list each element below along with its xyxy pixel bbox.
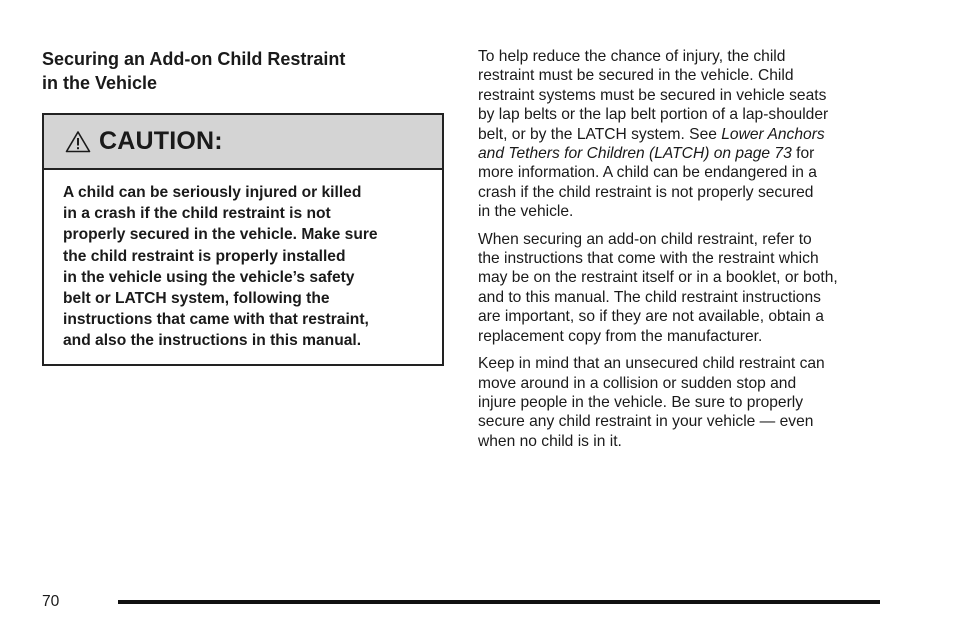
text-segment: belt, or by the LATCH system. See — [478, 125, 722, 143]
text-line: When securing an add-on child restraint, refer to — [478, 230, 812, 248]
text-line: replacement copy from the manufacturer. — [478, 327, 763, 345]
footer-rule — [118, 600, 880, 604]
caution-line: the child restraint is properly installed — [63, 247, 346, 265]
text-line: To help reduce the chance of injury, the child — [478, 48, 786, 65]
caution-text — [44, 170, 442, 352]
section-heading — [42, 47, 432, 95]
text-line: Keep in mind that an unsecured child restraint can — [478, 355, 825, 373]
section-heading-line: Securing an Add-on Child Restraint — [42, 49, 346, 69]
caution-header — [44, 115, 442, 170]
caution-line: instructions that came with that restraint, — [63, 311, 369, 329]
paragraph-unsecured — [478, 354, 888, 451]
text-line: more information. A child can be endangered in a — [478, 164, 817, 182]
text-line: secure any child restraint in your vehicle — even — [478, 413, 814, 431]
warning-triangle-icon — [65, 130, 91, 153]
text-line: restraint must be secured in the vehicle. Child — [478, 67, 794, 85]
text-line: crash if the child restraint is not properly secured — [478, 183, 814, 201]
paragraph-instructions — [478, 230, 888, 346]
text-line — [478, 144, 888, 163]
body-text-column — [478, 47, 888, 459]
caution-line: belt or LATCH system, following the — [63, 290, 330, 308]
caution-line: in the vehicle using the vehicle’s safety — [63, 268, 355, 286]
text-line — [478, 125, 888, 144]
caution-line: and also the instructions in this manual. — [63, 332, 362, 350]
text-line: are important, so if they are not available, obtain a — [478, 308, 824, 326]
caution-line: properly secured in the vehicle. Make sure — [63, 226, 378, 244]
text-line: restraint systems must be secured in vehicle seats — [478, 86, 827, 104]
caution-box — [42, 113, 444, 366]
text-line: when no child is in it. — [478, 432, 622, 450]
text-line: and to this manual. The child restraint instructions — [478, 288, 821, 306]
text-segment: for — [791, 145, 815, 163]
caution-title: CAUTION: — [99, 127, 223, 155]
text-line: by lap belts or the lap belt portion of a lap-shoulder — [478, 106, 829, 124]
page-number: 70 — [42, 593, 60, 610]
text-line: the instructions that come with the restraint which — [478, 250, 819, 268]
text-line: move around in a collision or sudden stop and — [478, 374, 797, 392]
text-line: in the vehicle. — [478, 203, 574, 221]
paragraph-latch — [478, 47, 888, 222]
text-line: may be on the restraint itself or in a booklet, or both, — [478, 269, 838, 287]
caution-line: in a crash if the child restraint is not — [63, 205, 331, 223]
section-heading-line: in the Vehicle — [42, 73, 158, 93]
text-line: injure people in the vehicle. Be sure to properly — [478, 393, 804, 411]
cross-reference-link[interactable]: and Tethers for Children (LATCH) on page 73 — [478, 145, 792, 163]
caution-line: A child can be seriously injured or killed — [63, 184, 362, 201]
cross-reference-link[interactable]: Lower Anchors — [721, 125, 825, 143]
